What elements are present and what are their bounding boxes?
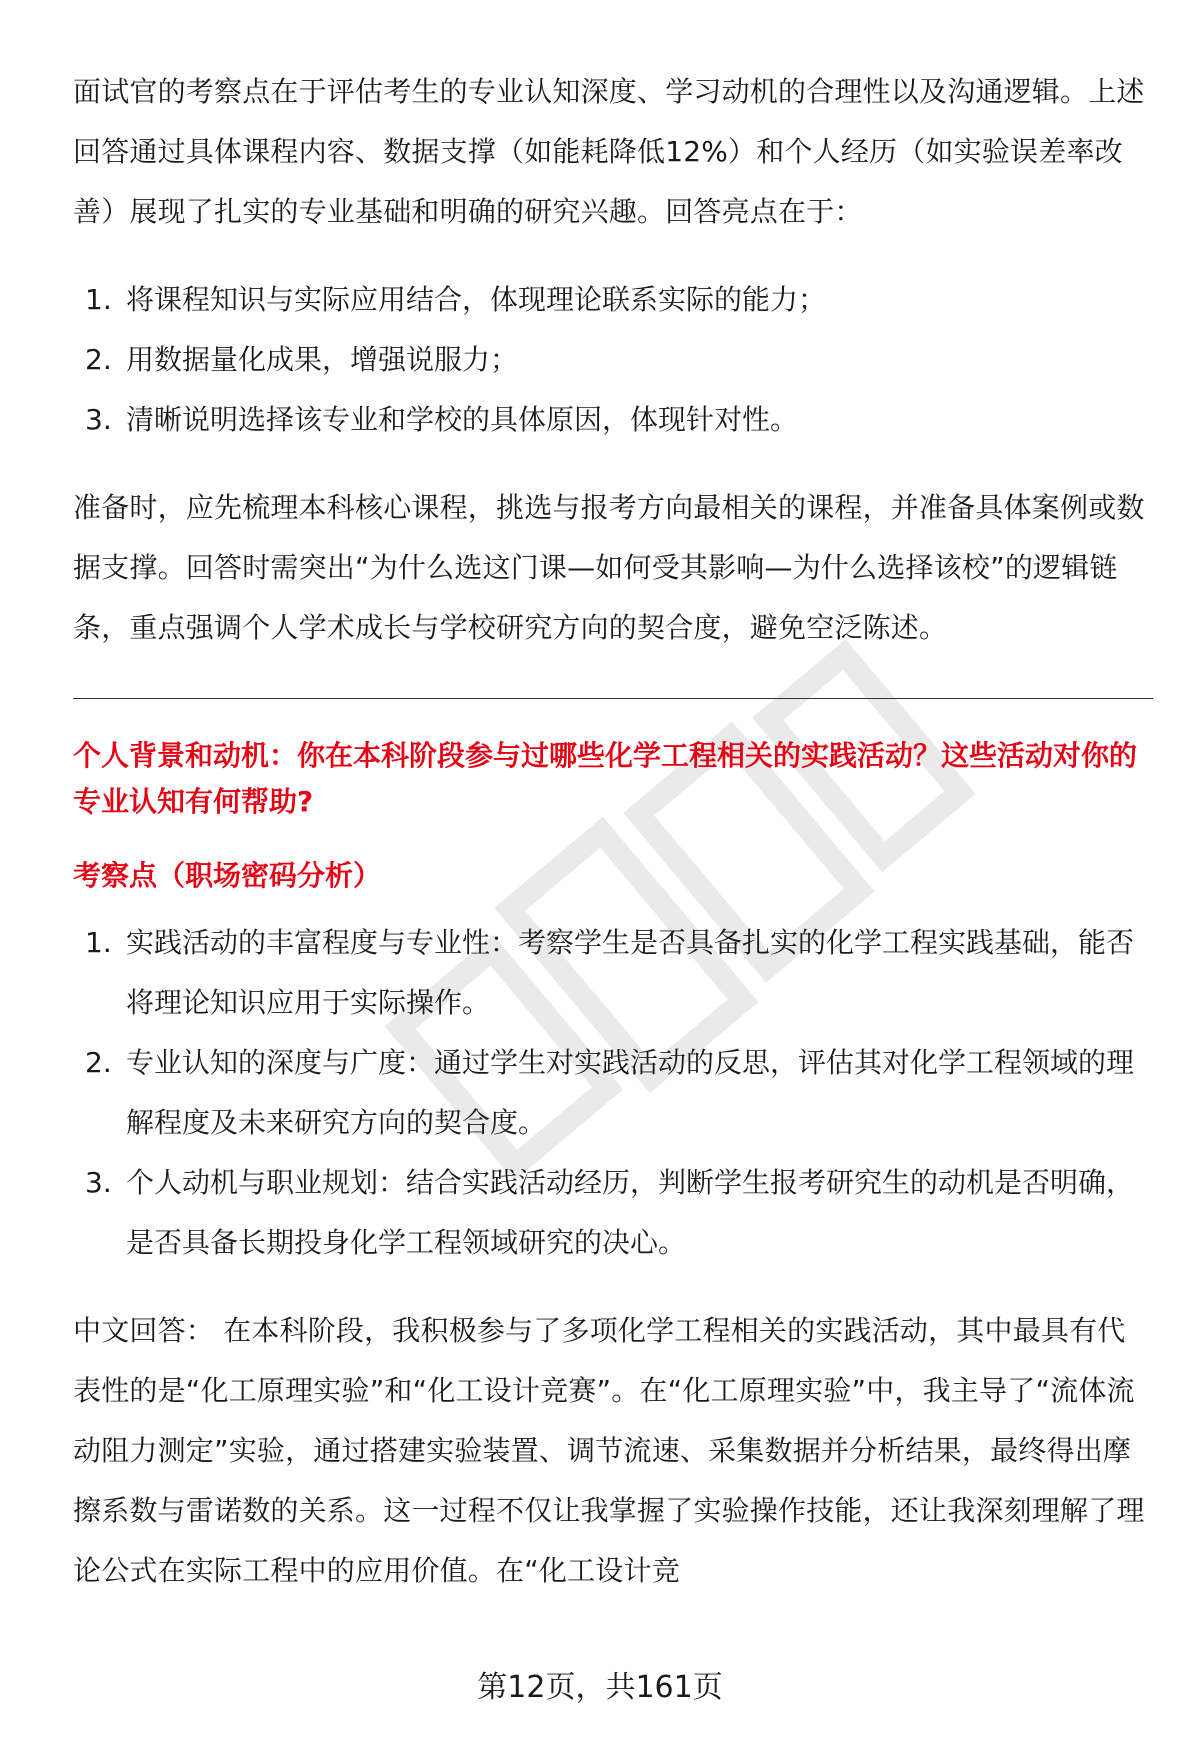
- highlights-list: [73, 270, 1153, 450]
- list-number: 1.: [85, 283, 112, 316]
- list-text: 个人动机与职业规划：结合实践活动经历，判断学生报考研究生的动机是否明确，是否具备长期投身化学工程领域研究的决心。: [126, 1166, 1135, 1259]
- list-text: 实践活动的丰富程度与专业性：考察学生是否具备扎实的化学工程实践基础，能否将理论知识应用于实际操作。: [126, 926, 1135, 1019]
- intro-paragraph: 面试官的考察点在于评估考生的专业认知深度、学习动机的合理性以及沟通逻辑。上述回答通过具体课程内容、数据支撑（如能耗降低12%）和个人经历（如实验误差率改善）展现了扎实的专业基础和明确的研究兴趣。回答亮点在于：: [73, 75, 1145, 228]
- assessment-subheading: 考察点（职场密码分析）: [73, 859, 382, 892]
- page-footer: 第12页，共161页: [477, 1670, 723, 1705]
- list-item: [73, 913, 1153, 1033]
- list-text: 清晰说明选择该专业和学校的具体原因，体现针对性。: [126, 403, 799, 436]
- list-text: 专业认知的深度与广度：通过学生对实践活动的反思，评估其对化学工程领域的理解程度及未来研究方向的契合度。: [126, 1046, 1135, 1139]
- list-item: [73, 330, 1153, 390]
- list-number: 1.: [85, 926, 112, 959]
- list-item: [73, 390, 1153, 450]
- list-number: 2.: [85, 1046, 112, 1079]
- answer-paragraph: 中文回答： 在本科阶段，我积极参与了多项化学工程相关的实践活动，其中最具有代表性的是“化工原理实验”和“化工设计竞赛”。在“化工原理实验”中，我主导了“流体流动阻力测定”实验，通过搭建实验装置、调节流速、采集数据并分析结果，最终得出摩擦系数与雷诺数的关系。这一过程不仅让我掌握了实验操作技能，还让我深刻理解了理论公式在实际工程中的应用价值。在“化工设计竞: [73, 1314, 1145, 1587]
- list-item: [73, 270, 1153, 330]
- prep-paragraph: 准备时，应先梳理本科核心课程，挑选与报考方向最相关的课程，并准备具体案例或数据支撑。回答时需突出“为什么选这门课—如何受其影响—为什么选择该校”的逻辑链条，重点强调个人学术成长与学校研究方向的契合度，避免空泛陈述。: [73, 491, 1145, 644]
- list-number: 3.: [85, 1166, 112, 1199]
- question-heading: 个人背景和动机：你在本科阶段参与过哪些化学工程相关的实践活动？这些活动对你的专业认知有何帮助?: [73, 739, 1138, 818]
- assessment-points-list: [73, 913, 1153, 1273]
- list-text: 将课程知识与实际应用结合，体现理论联系实际的能力；: [126, 283, 827, 316]
- section-divider: [73, 698, 1153, 699]
- list-number: 2.: [85, 343, 112, 376]
- list-text: 用数据量化成果，增强说服力；: [126, 343, 519, 376]
- list-item: [73, 1153, 1153, 1273]
- list-number: 3.: [85, 403, 112, 436]
- document-page: [73, 62, 1153, 1601]
- list-item: [73, 1033, 1153, 1153]
